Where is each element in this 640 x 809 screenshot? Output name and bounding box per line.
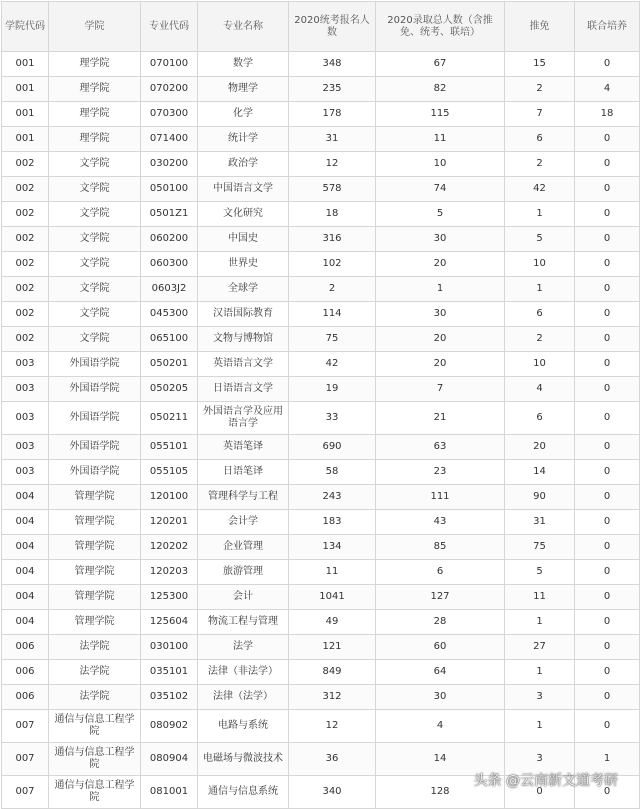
table-cell: 080904 [141, 743, 198, 776]
table-cell: 管理学院 [49, 585, 141, 610]
table-cell: 中国语言文学 [198, 177, 289, 202]
table-cell: 120202 [141, 535, 198, 560]
table-cell: 045300 [141, 302, 198, 327]
table-cell: 070300 [141, 102, 198, 127]
table-cell: 6 [505, 302, 575, 327]
table-cell: 312 [289, 685, 376, 710]
table-cell: 20 [505, 435, 575, 460]
table-cell: 050205 [141, 377, 198, 402]
table-row [2, 127, 640, 152]
table-cell: 006 [2, 635, 49, 660]
table-cell: 19 [289, 377, 376, 402]
table-cell: 004 [2, 610, 49, 635]
table-cell: 物流工程与管理 [198, 610, 289, 635]
table-cell: 2 [505, 152, 575, 177]
table-cell: 3 [505, 685, 575, 710]
table-cell: 055105 [141, 460, 198, 485]
table-cell: 0 [575, 377, 640, 402]
table-row [2, 435, 640, 460]
table-cell: 050211 [141, 402, 198, 435]
table-cell: 文学院 [49, 277, 141, 302]
table-cell: 0 [575, 635, 640, 660]
table-cell: 法律（法学） [198, 685, 289, 710]
table-row [2, 77, 640, 102]
table-cell: 007 [2, 776, 49, 809]
table-cell: 文学院 [49, 227, 141, 252]
table-cell: 理学院 [49, 52, 141, 77]
table-cell: 20 [376, 252, 505, 277]
table-cell: 文学院 [49, 302, 141, 327]
table-cell: 0 [575, 227, 640, 252]
table-cell: 会计 [198, 585, 289, 610]
table-cell: 4 [376, 710, 505, 743]
table-cell: 1 [505, 202, 575, 227]
table-cell: 235 [289, 77, 376, 102]
table-cell: 电路与系统 [198, 710, 289, 743]
table-cell: 64 [376, 660, 505, 685]
table-row [2, 743, 640, 776]
table-cell: 004 [2, 510, 49, 535]
table-cell: 0 [575, 435, 640, 460]
table-cell: 外国语学院 [49, 377, 141, 402]
table-cell: 物理学 [198, 77, 289, 102]
table-cell: 1041 [289, 585, 376, 610]
table-cell: 43 [376, 510, 505, 535]
table-cell: 管理学院 [49, 510, 141, 535]
table-cell: 11 [289, 560, 376, 585]
table-cell: 15 [505, 52, 575, 77]
table-cell: 002 [2, 177, 49, 202]
table-cell: 035101 [141, 660, 198, 685]
table-cell: 理学院 [49, 102, 141, 127]
table-cell: 030100 [141, 635, 198, 660]
table-cell: 27 [505, 635, 575, 660]
table-cell: 120201 [141, 510, 198, 535]
table-cell: 178 [289, 102, 376, 127]
table-cell: 企业管理 [198, 535, 289, 560]
table-cell: 0 [575, 510, 640, 535]
table-cell: 125604 [141, 610, 198, 635]
table-cell: 理学院 [49, 77, 141, 102]
table-cell: 12 [289, 152, 376, 177]
table-cell: 004 [2, 560, 49, 585]
table-cell: 003 [2, 435, 49, 460]
table-row [2, 535, 640, 560]
table-cell: 管理学院 [49, 535, 141, 560]
table-cell: 21 [376, 402, 505, 435]
table-cell: 统计学 [198, 127, 289, 152]
table-cell: 071400 [141, 127, 198, 152]
table-cell: 316 [289, 227, 376, 252]
table-cell: 外国语学院 [49, 352, 141, 377]
table-cell: 75 [289, 327, 376, 352]
col-major-name: 专业名称 [198, 2, 289, 52]
table-cell: 文学院 [49, 177, 141, 202]
table-cell: 578 [289, 177, 376, 202]
table-row [2, 202, 640, 227]
table-row [2, 635, 640, 660]
col-applicants: 2020统考报名人数 [289, 2, 376, 52]
table-cell: 6 [505, 402, 575, 435]
table-cell: 1 [505, 660, 575, 685]
table-cell: 002 [2, 302, 49, 327]
table-body [2, 52, 640, 809]
table-cell: 通信与信息系统 [198, 776, 289, 809]
table-cell: 6 [505, 127, 575, 152]
table-cell: 127 [376, 585, 505, 610]
table-cell: 20 [376, 327, 505, 352]
table-cell: 58 [289, 460, 376, 485]
table-cell: 002 [2, 227, 49, 252]
table-row [2, 402, 640, 435]
table-cell: 002 [2, 277, 49, 302]
table-cell: 31 [505, 510, 575, 535]
table-cell: 文学院 [49, 252, 141, 277]
table-header [2, 2, 640, 52]
table-cell: 128 [376, 776, 505, 809]
table-cell: 2 [505, 77, 575, 102]
table-cell: 003 [2, 460, 49, 485]
table-cell: 004 [2, 535, 49, 560]
table-cell: 065100 [141, 327, 198, 352]
table-cell: 28 [376, 610, 505, 635]
table-row [2, 177, 640, 202]
table-row [2, 685, 640, 710]
table-cell: 10 [505, 252, 575, 277]
table-cell: 5 [505, 560, 575, 585]
table-row [2, 227, 640, 252]
table-cell: 003 [2, 352, 49, 377]
table-cell: 050201 [141, 352, 198, 377]
table-cell: 007 [2, 710, 49, 743]
table-cell: 0 [575, 352, 640, 377]
table-cell: 115 [376, 102, 505, 127]
table-cell: 0 [575, 585, 640, 610]
table-cell: 英语语言文学 [198, 352, 289, 377]
table-cell: 31 [289, 127, 376, 152]
table-row [2, 485, 640, 510]
table-cell: 340 [289, 776, 376, 809]
col-college-code: 学院代码 [2, 2, 49, 52]
table-cell: 会计学 [198, 510, 289, 535]
table-cell: 006 [2, 685, 49, 710]
table-row [2, 352, 640, 377]
table-cell: 世界史 [198, 252, 289, 277]
table-cell: 081001 [141, 776, 198, 809]
table-row [2, 610, 640, 635]
table-cell: 0 [575, 302, 640, 327]
table-cell: 法学 [198, 635, 289, 660]
table-cell: 001 [2, 52, 49, 77]
table-row [2, 252, 640, 277]
table-cell: 管理学院 [49, 560, 141, 585]
table-cell: 汉语国际教育 [198, 302, 289, 327]
table-cell: 001 [2, 127, 49, 152]
table-cell: 001 [2, 102, 49, 127]
table-cell: 1 [575, 743, 640, 776]
table-cell: 中国史 [198, 227, 289, 252]
table-cell: 30 [376, 685, 505, 710]
table-cell: 通信与信息工程学院 [49, 743, 141, 776]
table-cell: 120203 [141, 560, 198, 585]
table-cell: 003 [2, 377, 49, 402]
table-cell: 002 [2, 252, 49, 277]
table-cell: 12 [289, 710, 376, 743]
table-cell: 10 [505, 352, 575, 377]
table-cell: 0 [575, 252, 640, 277]
table-cell: 070100 [141, 52, 198, 77]
admissions-table [1, 1, 640, 809]
watermark-text: 头条 @云南新文道考研 [473, 773, 618, 789]
table-cell: 67 [376, 52, 505, 77]
table-cell: 050100 [141, 177, 198, 202]
table-cell: 0 [575, 460, 640, 485]
table-cell: 外国语学院 [49, 435, 141, 460]
table-cell: 0 [575, 202, 640, 227]
table-cell: 14 [505, 460, 575, 485]
table-cell: 30 [376, 227, 505, 252]
table-row [2, 327, 640, 352]
table-cell: 化学 [198, 102, 289, 127]
table-row [2, 152, 640, 177]
col-admitted: 2020录取总人数（含推免、统考、联培） [376, 2, 505, 52]
table-cell: 60 [376, 635, 505, 660]
table-cell: 外国语学院 [49, 402, 141, 435]
table-row [2, 460, 640, 485]
table-cell: 114 [289, 302, 376, 327]
table-cell: 0 [575, 402, 640, 435]
table-cell: 1 [505, 710, 575, 743]
table-cell: 183 [289, 510, 376, 535]
table-cell: 23 [376, 460, 505, 485]
table-cell: 5 [505, 227, 575, 252]
table-cell: 125300 [141, 585, 198, 610]
table-cell: 121 [289, 635, 376, 660]
table-cell: 18 [289, 202, 376, 227]
table-cell: 003 [2, 402, 49, 435]
table-cell: 0 [505, 776, 575, 809]
table-cell: 数学 [198, 52, 289, 77]
col-recommended: 推免 [505, 2, 575, 52]
table-cell: 法律（非法学） [198, 660, 289, 685]
table-cell: 理学院 [49, 127, 141, 152]
table-cell: 055101 [141, 435, 198, 460]
table-cell: 1 [505, 610, 575, 635]
table-cell: 管理学院 [49, 485, 141, 510]
table-cell: 0 [575, 327, 640, 352]
table-cell: 111 [376, 485, 505, 510]
table-cell: 3 [505, 743, 575, 776]
table-cell: 36 [289, 743, 376, 776]
table-cell: 0 [575, 776, 640, 809]
table-cell: 63 [376, 435, 505, 460]
table-cell: 006 [2, 660, 49, 685]
table-cell: 85 [376, 535, 505, 560]
table-cell: 33 [289, 402, 376, 435]
table-cell: 政治学 [198, 152, 289, 177]
table-cell: 文学院 [49, 152, 141, 177]
table-cell: 日语笔译 [198, 460, 289, 485]
table-cell: 外国语学院 [49, 460, 141, 485]
table-cell: 文物与博物馆 [198, 327, 289, 352]
table-row [2, 102, 640, 127]
table-cell: 2 [505, 327, 575, 352]
table-cell: 管理学院 [49, 610, 141, 635]
table-cell: 6 [376, 560, 505, 585]
table-cell: 0 [575, 127, 640, 152]
table-cell: 全球学 [198, 277, 289, 302]
table-cell: 英语笔译 [198, 435, 289, 460]
table-cell: 日语语言文学 [198, 377, 289, 402]
table-cell: 070200 [141, 77, 198, 102]
table-cell: 管理科学与工程 [198, 485, 289, 510]
table-cell: 42 [289, 352, 376, 377]
table-cell: 法学院 [49, 635, 141, 660]
table-cell: 002 [2, 202, 49, 227]
table-cell: 通信与信息工程学院 [49, 710, 141, 743]
table-cell: 30 [376, 302, 505, 327]
table-cell: 旅游管理 [198, 560, 289, 585]
table-row [2, 377, 640, 402]
table-cell: 2 [289, 277, 376, 302]
table-cell: 0 [575, 177, 640, 202]
table-cell: 348 [289, 52, 376, 77]
table-cell: 10 [376, 152, 505, 177]
table-cell: 0501Z1 [141, 202, 198, 227]
table-row [2, 52, 640, 77]
table-cell: 法学院 [49, 685, 141, 710]
table-cell: 134 [289, 535, 376, 560]
table-cell: 102 [289, 252, 376, 277]
table-cell: 0 [575, 560, 640, 585]
col-college: 学院 [49, 2, 141, 52]
table-row [2, 277, 640, 302]
table-cell: 75 [505, 535, 575, 560]
table-cell: 7 [505, 102, 575, 127]
table-row [2, 585, 640, 610]
table-row [2, 660, 640, 685]
table-cell: 电磁场与微波技术 [198, 743, 289, 776]
table-cell: 42 [505, 177, 575, 202]
table-cell: 0 [575, 685, 640, 710]
table-cell: 0 [575, 52, 640, 77]
table-cell: 030200 [141, 152, 198, 177]
table-row [2, 510, 640, 535]
table-cell: 849 [289, 660, 376, 685]
table-cell: 002 [2, 152, 49, 177]
table-cell: 035102 [141, 685, 198, 710]
table-cell: 243 [289, 485, 376, 510]
table-cell: 0 [575, 277, 640, 302]
table-cell: 0 [575, 660, 640, 685]
table-cell: 74 [376, 177, 505, 202]
table-cell: 0 [575, 710, 640, 743]
table-cell: 060300 [141, 252, 198, 277]
table-cell: 690 [289, 435, 376, 460]
table-cell: 0 [575, 485, 640, 510]
table-cell: 0 [575, 610, 640, 635]
table-cell: 11 [505, 585, 575, 610]
table-cell: 外国语言学及应用语言学 [198, 402, 289, 435]
col-joint-training: 联合培养 [575, 2, 640, 52]
watermark [474, 773, 618, 789]
table-cell: 文学院 [49, 327, 141, 352]
col-major-code: 专业代码 [141, 2, 198, 52]
table-cell: 4 [505, 377, 575, 402]
table-cell: 0603J2 [141, 277, 198, 302]
table-cell: 7 [376, 377, 505, 402]
table-cell: 82 [376, 77, 505, 102]
table-cell: 080902 [141, 710, 198, 743]
table-cell: 120100 [141, 485, 198, 510]
table-cell: 002 [2, 327, 49, 352]
table-cell: 0 [575, 152, 640, 177]
table-cell: 法学院 [49, 660, 141, 685]
table-cell: 001 [2, 77, 49, 102]
table-cell: 0 [575, 535, 640, 560]
table-cell: 18 [575, 102, 640, 127]
table-cell: 20 [376, 352, 505, 377]
table-cell: 14 [376, 743, 505, 776]
table-cell: 文化研究 [198, 202, 289, 227]
table-row [2, 302, 640, 327]
table-cell: 90 [505, 485, 575, 510]
table-cell: 004 [2, 585, 49, 610]
table-cell: 007 [2, 743, 49, 776]
table-cell: 49 [289, 610, 376, 635]
table-cell: 4 [575, 77, 640, 102]
table-cell: 1 [376, 277, 505, 302]
table-cell: 通信与信息工程学院 [49, 776, 141, 809]
table-cell: 1 [505, 277, 575, 302]
table-row [2, 710, 640, 743]
table-cell: 11 [376, 127, 505, 152]
table-cell: 文学院 [49, 202, 141, 227]
table-cell: 5 [376, 202, 505, 227]
table-cell: 060200 [141, 227, 198, 252]
table-row [2, 560, 640, 585]
table-cell: 004 [2, 485, 49, 510]
